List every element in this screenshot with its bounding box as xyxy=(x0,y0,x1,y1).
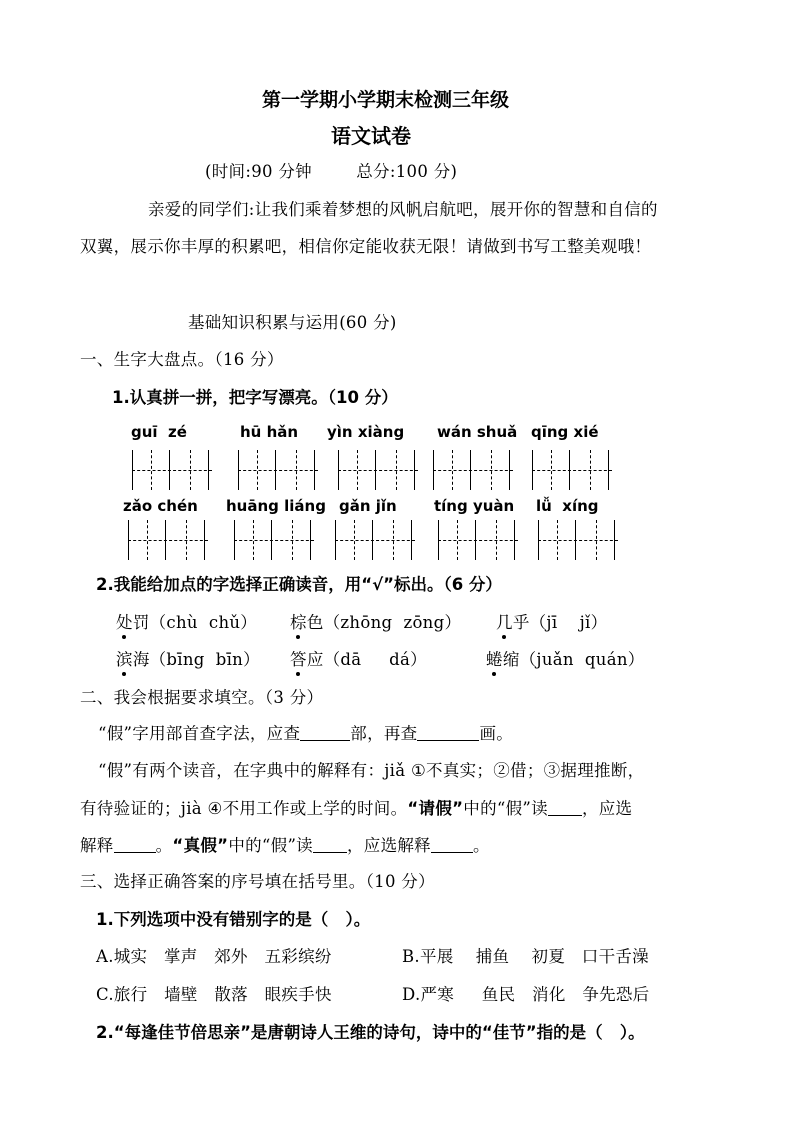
fill-blank[interactable] xyxy=(431,838,473,853)
writing-grid[interactable] xyxy=(234,520,312,560)
fill-blank[interactable] xyxy=(114,838,156,853)
part3-q1: 1.下列选项中没有错别字的是（ ）。 xyxy=(96,910,371,929)
option-c[interactable]: C.旅行 墙壁 散落 眼疾手快 xyxy=(96,985,332,1004)
reading-options[interactable]: 罚（chù chǔ） xyxy=(132,613,258,632)
option-a[interactable]: A.城实 掌声 郊外 五彩缤纷 xyxy=(96,947,332,966)
writing-grid[interactable] xyxy=(338,450,416,490)
dotted-char: 处 xyxy=(116,609,133,633)
dotted-char: 答 xyxy=(290,646,307,670)
option-d[interactable]: D.严寒 鱼民 消化 争先恐后 xyxy=(402,985,650,1004)
reading-item xyxy=(290,609,461,633)
dotted-char: 棕 xyxy=(290,609,307,633)
part3-q2: 2.“每逢佳节倍思亲”是唐朝诗人王维的诗句，诗中的“佳节”指的是（ ）。 xyxy=(96,1023,645,1042)
pinyin-label: wán shuǎ xyxy=(437,423,518,441)
fill-blank[interactable] xyxy=(313,838,347,853)
option-b[interactable]: B.平展 捕鱼 初夏 口干舌澡 xyxy=(402,947,649,966)
writing-grid[interactable] xyxy=(132,450,210,490)
part1-q2-heading: 2.我能给加点的字选择正确读音，用“√”标出。（6 分） xyxy=(96,575,502,594)
pinyin-label: guī zé xyxy=(131,423,187,441)
pinyin-label: huāng liáng xyxy=(226,497,326,515)
reading-options[interactable]: 缩（juǎn quán） xyxy=(502,650,645,669)
reading-item xyxy=(116,609,257,633)
writing-grid[interactable] xyxy=(433,450,511,490)
pinyin-label: qīng xié xyxy=(531,423,599,441)
pinyin-label: hū hǎn xyxy=(240,423,299,441)
reading-item xyxy=(116,646,260,670)
reading-item xyxy=(290,646,427,670)
reading-options[interactable]: 色（zhōng zōng） xyxy=(306,613,462,632)
part2-line-2: “假”有两个读音，在字典中的解释有：jiǎ ①不真实；②借；③据理推断， xyxy=(98,761,645,780)
exam-meta: (时间:90 分钟 总分:100 分) xyxy=(205,162,458,181)
part3-heading: 三、选择正确答案的序号填在括号里。（10 分） xyxy=(80,872,435,891)
pinyin-label: lǚ xíng xyxy=(536,497,599,515)
writing-grid[interactable] xyxy=(238,450,316,490)
exam-title: 第一学期小学期末检测三年级 xyxy=(262,89,510,111)
reading-options[interactable]: 应（dā dá） xyxy=(306,650,427,669)
pinyin-label: tíng yuàn xyxy=(434,497,515,515)
reading-item xyxy=(496,609,607,633)
part2-heading: 二、我会根据要求填空。（3 分） xyxy=(80,688,324,707)
part2-line-4: 解释 。“真假”中的“假”读 ，应选解释 。 xyxy=(80,836,490,855)
part2-line-1: “假”字用部首查字法，应查 部，再查 画。 xyxy=(98,724,514,743)
intro-line-1: 亲爱的同学们:让我们乘着梦想的风帆启航吧，展开你的智慧和自信的 xyxy=(148,200,658,219)
writing-grid[interactable] xyxy=(335,520,413,560)
fill-blank[interactable] xyxy=(417,726,479,741)
pinyin-label: yìn xiàng xyxy=(327,423,405,441)
dotted-char: 滨 xyxy=(116,646,133,670)
part1-heading: 一、生字大盘点。（16 分） xyxy=(80,350,284,369)
reading-item xyxy=(486,646,645,670)
writing-grid[interactable] xyxy=(128,520,206,560)
fill-blank[interactable] xyxy=(548,801,582,816)
dotted-char: 几 xyxy=(496,609,513,633)
part2-line-3: 有待验证的；jià ④不用工作或上学的时间。“请假”中的“假”读 ，应选 xyxy=(80,799,633,818)
dotted-char: 蜷 xyxy=(486,646,503,670)
intro-line-2: 双翼，展示你丰厚的积累吧，相信你定能收获无限！请做到书写工整美观哦！ xyxy=(80,237,652,256)
fill-blank[interactable] xyxy=(300,726,350,741)
pinyin-label: zǎo chén xyxy=(123,497,198,515)
reading-options[interactable]: 乎（jī jǐ） xyxy=(512,613,608,632)
writing-grid[interactable] xyxy=(532,450,610,490)
part1-q1-heading: 1.认真拼一拼，把字写漂亮。（10 分） xyxy=(112,388,398,407)
pinyin-label: gǎn jǐn xyxy=(339,497,397,515)
reading-options[interactable]: 海（bīng bīn） xyxy=(132,650,260,669)
section-heading: 基础知识积累与运用(60 分) xyxy=(188,313,397,332)
exam-subtitle: 语文试卷 xyxy=(331,124,411,148)
writing-grid[interactable] xyxy=(538,520,616,560)
writing-grid[interactable] xyxy=(438,520,516,560)
